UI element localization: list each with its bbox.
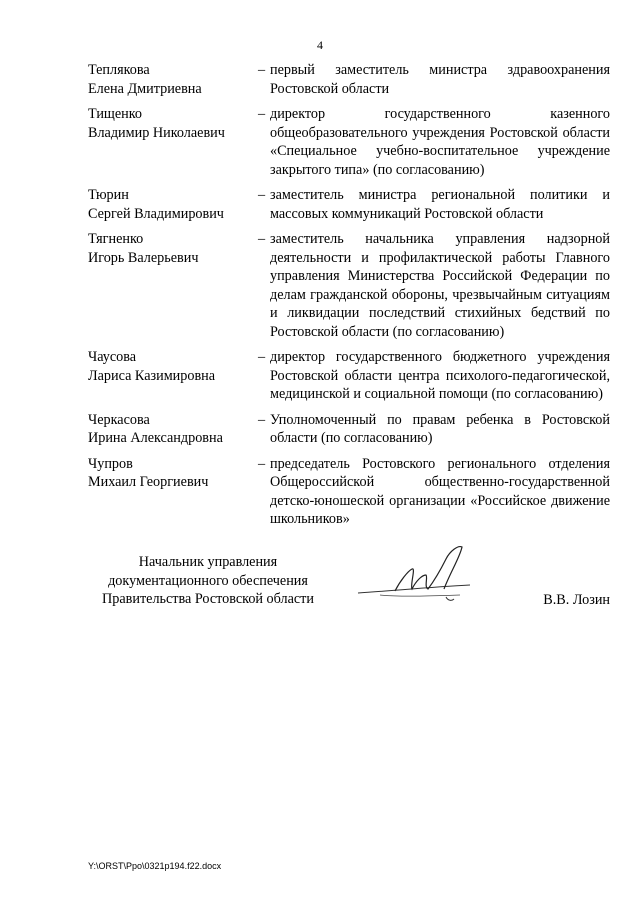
signatory-title: Начальник управления документационного обеспечения Правительства Ростовской области xyxy=(102,554,314,607)
member-name: Тищенко Владимир Николаевич xyxy=(88,106,225,141)
member-role: председатель Ростовского регионального отделения Общероссийской общественно-государственной детско-юношеской организации «Российское движение школьников» xyxy=(270,455,610,527)
member-name: Тягненко Игорь Валерьевич xyxy=(88,231,199,266)
dash-separator: – xyxy=(258,411,266,428)
dash-separator: – xyxy=(258,106,266,122)
member-role: директор государственного казенного общеобразовательного учреждения Ростовской области «Специальное учебно-воспитательное учреждение закрытого типа» (по согласованию) xyxy=(270,106,610,178)
member-list xyxy=(88,61,610,536)
signatory-name: В.В. Лозин xyxy=(543,592,610,608)
dash-separator: – xyxy=(258,187,266,203)
list-item xyxy=(88,411,610,448)
member-role: директор государственного бюджетного учреждения Ростовской области центра психолого-педагогической, медицинской и социальной помощи (по согласованию) xyxy=(270,349,610,402)
list-item xyxy=(88,186,610,223)
list-item xyxy=(88,105,610,179)
member-name: Чаусова Лариса Казимировна xyxy=(88,349,216,384)
member-name: Теплякова Елена Дмитриевна xyxy=(88,62,202,97)
member-role: заместитель министра региональной политики и массовых коммуникаций Ростовской области xyxy=(270,187,610,222)
dash-separator: – xyxy=(258,349,266,365)
signature-block xyxy=(88,553,610,623)
list-item xyxy=(88,455,610,529)
handwritten-signature xyxy=(350,541,480,611)
list-item xyxy=(88,230,610,341)
member-role: заместитель начальника управления надзорной деятельности и профилактической работы Главного управления Министерства Российской Федерации по делам гражданской обороны, чрезвычайным ситуациям и ликвидации последствий стихийных бедствий по Ростовской области (по согласованию) xyxy=(270,231,610,340)
member-role: первый заместитель министра здравоохранения Ростовской области xyxy=(270,62,610,97)
dash-separator: – xyxy=(258,455,266,472)
list-item xyxy=(88,348,610,404)
member-name: Черкасова Ирина Александровна xyxy=(88,411,223,446)
member-name: Чупров Михаил Георгиевич xyxy=(88,455,209,490)
list-item xyxy=(88,61,610,98)
page-number: 4 xyxy=(317,38,323,52)
dash-separator: – xyxy=(258,62,266,78)
member-role: Уполномоченный по правам ребенка в Ростовской области (по согласованию) xyxy=(270,411,610,446)
file-path-footer: Y:\ORST\Ppo\0321p194.f22.docx xyxy=(88,861,222,871)
member-name: Тюрин Сергей Владимирович xyxy=(88,187,224,222)
dash-separator: – xyxy=(258,231,266,247)
